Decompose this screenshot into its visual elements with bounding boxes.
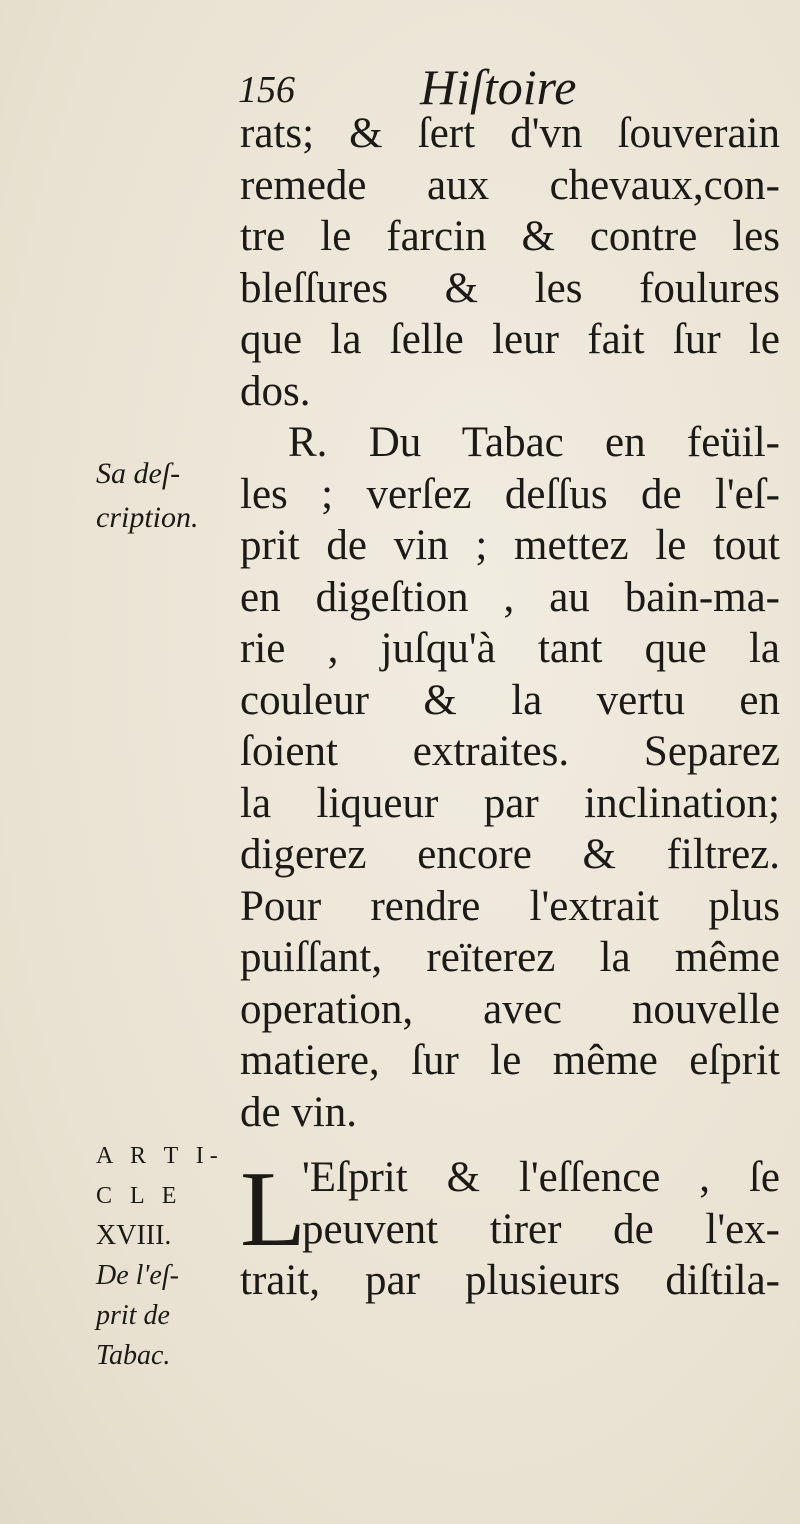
margin-note-line: De l'eſ- <box>96 1260 179 1291</box>
margin-note-line: A R T I- <box>96 1143 224 1169</box>
text-line: rats; & ſert d'vn ſouverain <box>240 110 780 157</box>
text-line: tre le farcin & contre les <box>240 213 780 260</box>
recipe-line: puiſſant, reïterez la même <box>240 934 780 981</box>
recipe-line: operation, avec nouvelle <box>240 985 780 1033</box>
recipe-line: de vin. <box>240 1088 358 1136</box>
recipe-line: R. Du Tabac en feüil- <box>288 419 780 466</box>
margin-note-line: cription. <box>96 501 199 534</box>
recipe-line: la liqueur par inclination; <box>240 779 780 827</box>
recipe-line: prit de vin ; mettez le tout <box>240 522 780 569</box>
margin-note-article <box>96 1136 226 1376</box>
text-line: dos. <box>240 367 311 415</box>
margin-note-line: Sa deſ- <box>96 457 181 490</box>
text-line: remede aux chevaux,con- <box>240 161 780 209</box>
article-line: peuvent tirer de l'ex- <box>302 1205 780 1253</box>
running-title: Hiſtoire <box>420 59 577 115</box>
margin-note-line: XVIII. <box>96 1220 172 1251</box>
text-line: bleſſures & les foulures <box>240 264 780 312</box>
recipe-line: ſoient extraites. Separez <box>240 728 780 775</box>
article-line: 'Eſprit & l'eſſence , ſe <box>302 1154 780 1201</box>
margin-note-line: prit de <box>96 1300 170 1331</box>
recipe-line: en digeſtion , au bain-ma- <box>240 573 780 621</box>
recipe-line: Pour rendre l'extrait plus <box>240 882 780 930</box>
page-number: 156 <box>238 69 295 111</box>
margin-note-line: Tabac. <box>96 1340 171 1371</box>
recipe-line: digerez encore & filtrez. <box>240 831 780 878</box>
article-opening <box>240 1152 780 1307</box>
drop-cap: L <box>240 1150 306 1269</box>
recipe-line: matiere, ſur le même eſprit <box>240 1037 780 1084</box>
margin-note-description <box>96 452 226 540</box>
margin-note-line: C L E <box>96 1183 183 1209</box>
text-line: que la ſelle leur fait ſur le <box>240 316 780 363</box>
recipe-line: rie , juſqu'à tant que la <box>240 625 780 672</box>
recipe-line: couleur & la vertu en <box>240 676 780 724</box>
main-text <box>240 108 780 1138</box>
article-line: trait, par plusieurs diſtila- <box>240 1257 780 1304</box>
recipe-line: les ; verſez deſſus de l'eſ- <box>240 470 780 518</box>
